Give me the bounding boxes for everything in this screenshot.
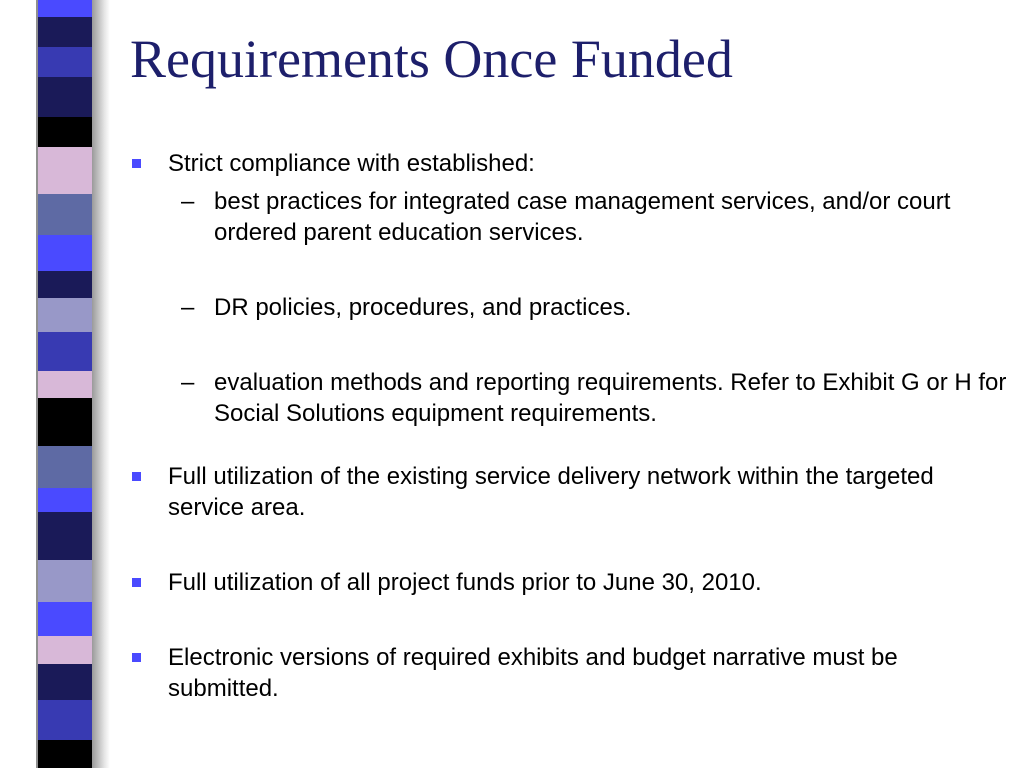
- bullet-text: Full utilization of all project funds prior to June 30, 2010.: [168, 569, 762, 596]
- stripe-block: [38, 398, 94, 446]
- sub-item: [168, 367, 1010, 429]
- stripe-block: [38, 77, 94, 117]
- dash-marker: –: [181, 294, 195, 321]
- square-bullet-icon: [132, 159, 141, 168]
- stripe-block: [38, 700, 94, 740]
- sub-item-text: DR policies, procedures, and practices.: [214, 294, 632, 321]
- decorative-stripe-bar: [36, 0, 102, 768]
- stripe-block: [38, 512, 94, 560]
- sub-list: [168, 186, 1010, 429]
- stripe-block: [38, 117, 94, 147]
- stripe-block: [38, 271, 94, 298]
- sub-item-text: evaluation methods and reporting requirements. Refer to Exhibit G or H for Social Solutions equipment requirements.: [214, 369, 1007, 427]
- sub-item: [168, 186, 1010, 248]
- stripe-block: [38, 664, 94, 700]
- bullet-text: Full utilization of the existing service delivery network within the targeted service area.: [168, 463, 934, 521]
- dash-marker: –: [181, 369, 195, 396]
- sub-item: [168, 292, 1010, 323]
- bullet-item: [130, 148, 1010, 429]
- stripe-block: [38, 194, 94, 235]
- stripe-block: [38, 636, 94, 664]
- bullet-item: [130, 461, 1010, 523]
- stripe-block: [38, 147, 94, 194]
- square-bullet-icon: [132, 653, 141, 662]
- sub-item-text: best practices for integrated case management services, and/or court ordered parent education services.: [214, 188, 951, 246]
- bullet-item: [130, 567, 1010, 598]
- bullet-item: [130, 642, 1010, 704]
- stripe-shadow: [92, 0, 110, 768]
- bullet-list: [130, 148, 1010, 717]
- stripe-block: [38, 602, 94, 636]
- stripe-block: [38, 371, 94, 398]
- stripe-block: [38, 298, 94, 332]
- stripe-block: [38, 47, 94, 77]
- stripe-block: [38, 446, 94, 488]
- stripe-block: [38, 560, 94, 602]
- slide-title: Requirements Once Funded: [130, 29, 733, 89]
- stripe-block: [38, 0, 94, 17]
- stripe-block: [38, 17, 94, 47]
- bullet-text: Strict compliance with established:: [168, 150, 535, 177]
- bullet-text: Electronic versions of required exhibits and budget narrative must be submitted.: [168, 644, 898, 702]
- square-bullet-icon: [132, 472, 141, 481]
- stripe-block: [38, 488, 94, 512]
- stripe-block: [38, 235, 94, 271]
- stripe-block: [38, 332, 94, 371]
- stripe-block: [38, 740, 94, 768]
- square-bullet-icon: [132, 578, 141, 587]
- dash-marker: –: [181, 188, 195, 215]
